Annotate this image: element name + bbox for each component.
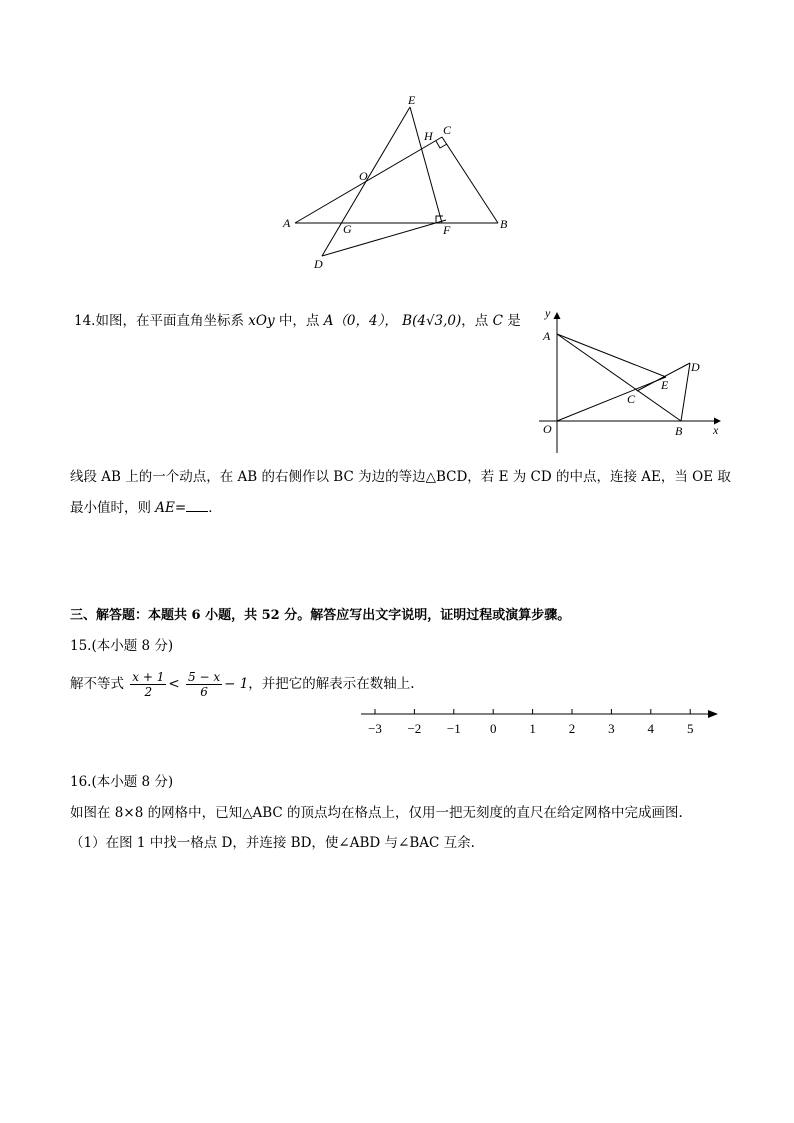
segment-cb: [442, 137, 498, 223]
q14-xoy: xOy: [248, 313, 275, 329]
segment-db: [681, 363, 690, 421]
q16-title: 16.(本小题 8 分): [70, 774, 174, 790]
segment-ef: [410, 107, 442, 223]
label-c: C: [627, 392, 636, 406]
triangle-figure: [270, 90, 530, 275]
tick-label: 3: [608, 721, 615, 736]
label-b: B: [675, 424, 683, 438]
label-o: O: [543, 422, 552, 436]
q14-line3-a: 最小值时，则: [70, 500, 156, 516]
less-than: <: [168, 676, 180, 692]
fraction-2: [186, 670, 222, 699]
q14-point-a: A（0，4），: [323, 313, 398, 329]
label-a: A: [543, 329, 551, 343]
label-o: O: [359, 169, 368, 183]
label-a: A: [283, 216, 291, 230]
coordinate-figure: [535, 303, 730, 455]
q14-line3-end: ．: [208, 500, 222, 516]
section3-heading-a: 三、解答题：: [70, 608, 149, 623]
label-b: B: [500, 217, 508, 231]
label-e: E: [661, 378, 669, 392]
q15-title: 15.(本小题 8 分): [70, 638, 174, 654]
tick-label: 1: [529, 721, 536, 736]
section3-heading-b: 本题共 6 小题，共 52 分。解答应写出文字说明，证明过程或演算步骤。: [148, 608, 571, 623]
fraction-1-numerator: x + 1: [132, 670, 165, 684]
q14-line2: 线段 AB 上的一个动点，在 AB 的右侧作以 BC 为边的等边△BCD，若 E 为 CD 的中点，连接 AE，当 OE 取: [70, 469, 731, 485]
answer-blank[interactable]: [186, 497, 208, 512]
q15-prefix: 解不等式: [70, 676, 124, 692]
q14-mid1: 中，点: [274, 313, 324, 329]
tick-label: −2: [407, 721, 422, 736]
label-x: x: [713, 423, 719, 437]
label-h: H: [424, 129, 433, 143]
q14-tail1: ，点: [461, 313, 493, 329]
q15-problem: [70, 666, 415, 702]
tick-label: 5: [686, 721, 694, 736]
q14-tail2: 是: [502, 313, 521, 329]
fraction-2-denominator: 6: [200, 685, 208, 699]
label-c: C: [443, 123, 452, 137]
label-d: D: [314, 257, 323, 271]
q16-line1: 如图在 8×8 的网格中，已知△ABC 的顶点均在格点上，仅用一把无刻度的直尺在给定网格中完成画图.: [70, 805, 683, 821]
segment-ac: [295, 137, 442, 223]
q15-suffix: ，并把它的解表示在数轴上.: [248, 676, 415, 692]
section3-heading: [70, 606, 570, 626]
q16-line2: （1）在图 1 中找一格点 D，并连接 BD，使∠ABD 与∠BAC 互余.: [70, 835, 475, 851]
minus-one: − 1: [224, 676, 249, 692]
tick-label: 4: [647, 721, 655, 736]
label-d: D: [691, 360, 700, 374]
q14-line1: [74, 311, 521, 331]
label-f: F: [443, 223, 451, 237]
tick-label: 2: [568, 721, 576, 736]
label-y: y: [545, 306, 551, 320]
q14-intro: 如图，在平面直角坐标系: [95, 313, 249, 329]
number-line: [355, 702, 725, 742]
q14-line3-ae: AE=: [155, 500, 187, 516]
tick-label: −3: [368, 721, 382, 736]
q14-number: 14.: [74, 313, 96, 329]
q14-line3: [70, 497, 222, 518]
tick-label: −1: [446, 721, 461, 736]
segment-ae: [557, 334, 666, 377]
fraction-1-denominator: 2: [144, 685, 153, 699]
fraction-1: [130, 670, 166, 699]
q14-point-b: B(4√3,0): [402, 313, 462, 329]
q14-c: C: [492, 313, 503, 329]
tick-label: 0: [489, 721, 497, 736]
fraction-2-numerator: 5 − x: [188, 670, 221, 684]
label-e: E: [408, 93, 416, 107]
label-g: G: [343, 222, 352, 236]
